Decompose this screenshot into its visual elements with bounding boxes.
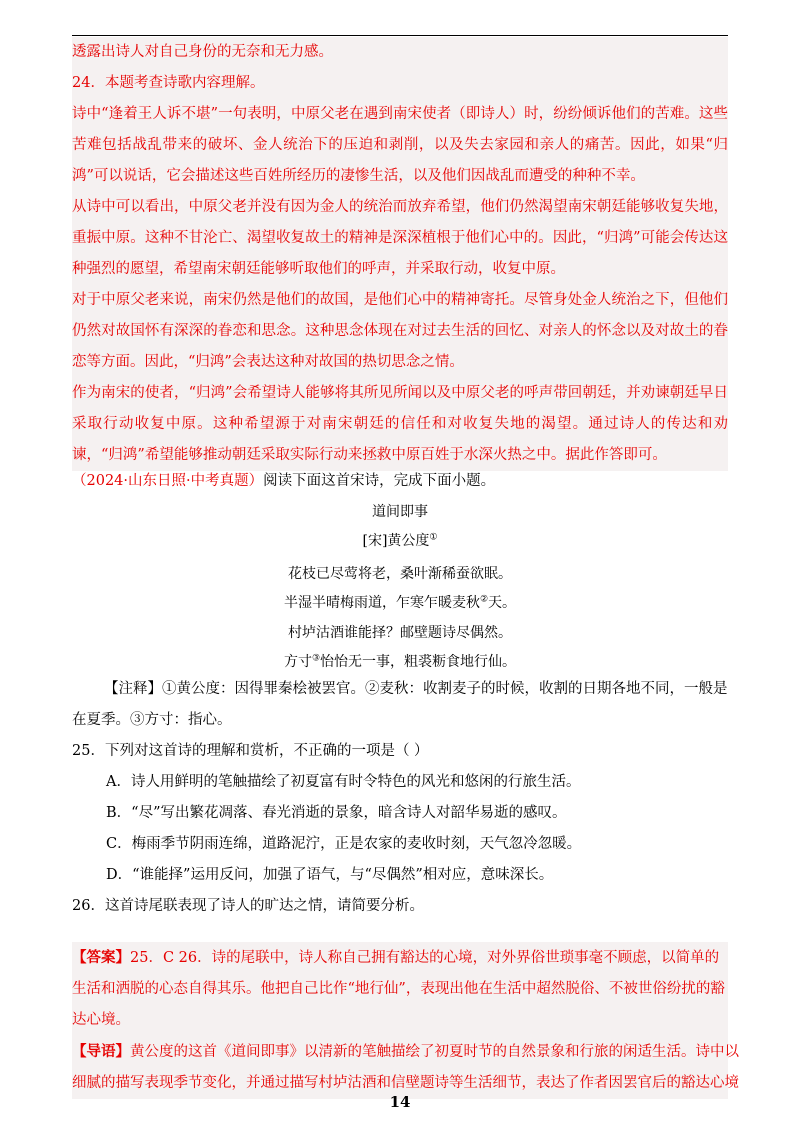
poem-line: 半湿半晴梅雨道，乍寒乍暖麦秋②天。 <box>283 594 517 611</box>
question-source: （2024·山东日照·中考真题） <box>72 473 264 489</box>
footnote-marker: ① <box>429 532 438 543</box>
question-25 <box>72 705 728 922</box>
poem-annotation: 【注释】①黄公度：因得罪秦桧被罢官。②麦秋：收割麦子的时候，收割的日期各地不同，一般是 在夏季。③方寸：指心。 <box>72 681 728 728</box>
page-number: 14 <box>389 1093 411 1111</box>
explanation-paragraph: 对于中原父老来说，南宋仍然是他们的故国，是他们心中的精神寄托。尽管身处金人统治之下，但他们仍然对故国怀有深深的眷恋和思念。这种思念体现在对过去生活的回忆、对亲人的怀念以及对故土的眷恋等方面。因此，“归鸿”会表达这种对故国的热切思念之情。 <box>72 292 728 370</box>
header-rule <box>72 35 728 36</box>
explanation-paragraph: 作为南宋的使者，“归鸿”会希望诗人能够将其所见所闻以及中原父老的呼声带回朝廷，并劝谏朝廷早日采取行动收复中原。这种希望源于对南宋朝廷的信任和对收复失地的渴望。通过诗人的传达和劝谏，“归鸿”希望能够推动朝廷采取实际行动来拯救中原百姓于水深火热之中。据此作答即可。 <box>72 385 728 463</box>
poem-line: 村垆沽酒谁能择？邮壁题诗尽偶然。 <box>288 625 512 641</box>
q24-explanation <box>72 37 728 471</box>
guide-label: 【导语】 <box>72 1043 130 1060</box>
poem-line: 方寸③怡怡无一事，粗裘粝食地行仙。 <box>283 653 517 670</box>
reading-instruction: 阅读下面这首宋诗，完成下面小题。 <box>263 473 496 489</box>
poem-title: 道间即事 <box>372 504 428 520</box>
reading-intro <box>72 466 728 497</box>
option-a: A．诗人用鲜明的笔触描绘了初夏富有时令特色的风光和悠闲的行旅生活。 <box>106 774 581 790</box>
poem-author: [宋]黄公度① <box>362 532 438 549</box>
answer-section: 【答案】25．C 26．诗的尾联中，诗人称自己拥有豁达的心境，对外界俗世琐事毫不顾虑，以简单的 生活和洒脱的心态自得其乐。他把自己比作“地行仙”，表现出他在生活中超然脱俗、不被世俗纷扰的豁 达心境。 【导语】黄公度的这首《道间即事》以清新的笔触描绘了初夏时节的自然景象和行旅的闲适生活。诗中以 细腻的描写表现季节变化，并通过描写村垆沽酒和信壁题诗等生活细节，表达了作者因罢官后的豁达心境 <box>72 942 728 1099</box>
option-b: B．“尽”写出繁花凋落、春光消逝的景象，暗含诗人对韶华易逝的感叹。 <box>106 805 567 821</box>
continuation-line: 透露出诗人对自己身份的无奈和无力感。 <box>72 44 333 60</box>
option-d: D．“谁能择”运用反问，加强了语气，与“尽偶然”相对应，意味深长。 <box>106 867 554 883</box>
footnote-marker: ② <box>479 594 489 605</box>
q24-heading: 24．本题考查诗歌内容理解。 <box>72 75 265 91</box>
question-stem: 25．下列对这首诗的理解和赏析，不正确的一项是（ ） <box>72 743 429 759</box>
answer-label: 【答案】 <box>72 949 130 966</box>
annotation-label: 【注释】 <box>104 681 162 697</box>
question-26-stem: 26．这首诗尾联表现了诗人的旷达之情，请简要分析。 <box>72 898 424 914</box>
poem-line: 花枝已尽莺将老，桑叶渐稀蚕欲眠。 <box>288 566 512 582</box>
footnote-marker: ③ <box>311 653 321 664</box>
option-c: C．梅雨季节阴雨连绵，道路泥泞，正是农家的麦收时刻，天气忽冷忽暖。 <box>106 836 582 852</box>
explanation-paragraph: 从诗中可以看出，中原父老并没有因为金人的统治而放弃希望，他们仍然渴望南宋朝廷能够收复失地，重振中原。这种不甘沦亡、渴望收复故土的精神是深深植根于他们心中的。因此，“归鸿”可能会传达这种强烈的愿望，希望南宋朝廷能够听取他们的呼声，并采取行动，收复中原。 <box>72 199 728 277</box>
explanation-paragraph: 诗中“逢着王人诉不堪”一句表明，中原父老在遇到南宋使者（即诗人）时，纷纷倾诉他们的苦难。这些苦难包括战乱带来的破坏、金人统治下的压迫和剥削，以及失去家园和亲人的痛苦。因此，如果“归鸿”可以说话，它会描述这些百姓所经历的凄惨生活，以及他们因战乱而遭受的种种不幸。 <box>72 106 728 184</box>
